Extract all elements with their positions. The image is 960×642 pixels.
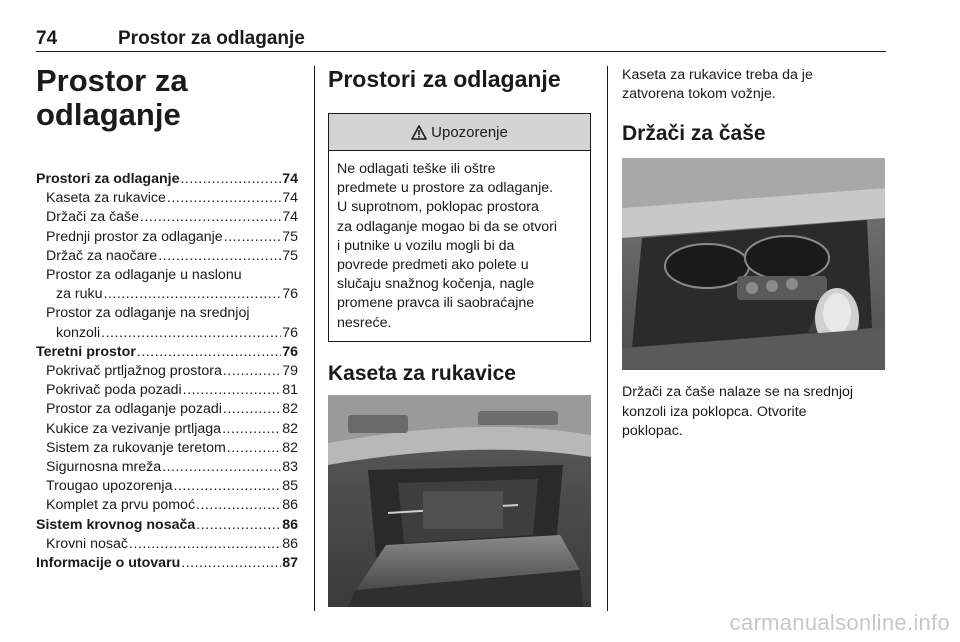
- toc-entry-page: 86: [282, 516, 298, 533]
- contents-column: [36, 64, 298, 573]
- toc-entry-page: 74: [282, 190, 298, 207]
- toc-entry-page: 87: [282, 555, 298, 572]
- toc-entry[interactable]: [36, 554, 298, 573]
- toc-entry[interactable]: [36, 535, 298, 554]
- toc-entry-title: konzoli: [56, 324, 101, 341]
- toc-leader-dots: [140, 208, 281, 227]
- text-line: konzoli iza poklopca. Otvorite: [622, 403, 807, 420]
- toc-entry-page: 76: [282, 286, 298, 303]
- toc-entry[interactable]: [36, 458, 298, 477]
- text-line: slučaju snažnog kočenja, nagle: [337, 276, 535, 293]
- warning-triangle-icon: [411, 125, 427, 140]
- toc-entry-page: 81: [282, 382, 298, 399]
- page-number: 74: [36, 28, 58, 49]
- toc-leader-dots: [196, 496, 281, 515]
- cupholders-text: [622, 383, 886, 441]
- toc-entry[interactable]: [36, 516, 298, 535]
- glovebox-photo: [328, 395, 591, 607]
- toc-leader-dots: [158, 247, 281, 266]
- glovebox-text: [622, 66, 886, 104]
- toc-entry-title: Kukice za vezivanje prtljaga: [46, 420, 222, 437]
- toc-leader-dots: [129, 535, 281, 554]
- toc-entry[interactable]: [36, 439, 298, 458]
- toc-leader-dots: [183, 381, 282, 400]
- toc-leader-dots: [181, 554, 281, 573]
- chapter-title: Prostor za odlaganje: [36, 63, 188, 132]
- toc-entry[interactable]: [36, 496, 298, 515]
- toc-leader-dots: [104, 285, 282, 304]
- toc-leader-dots: [222, 420, 281, 439]
- toc-leader-dots: [196, 516, 281, 535]
- header-rule: [36, 51, 886, 52]
- section-title: Prostori za odlaganje: [328, 66, 561, 92]
- text-line: za odlaganje mogao bi da se otvori: [337, 218, 558, 235]
- toc-entry-title: Sistem krovnog nosača: [36, 516, 196, 533]
- warning-header: [329, 114, 590, 151]
- toc-leader-dots: [223, 400, 281, 419]
- toc-entry-title: Držači za čaše: [46, 209, 140, 226]
- toc-entry-title: Prednji prostor za odlaganje: [46, 228, 223, 245]
- text-line: promene pravca ili saobraćajne: [337, 295, 535, 312]
- warning-box: [328, 113, 591, 342]
- toc-entry-title: Teretni prostor: [36, 343, 136, 360]
- toc-entry-title: Trougao upozorenja: [46, 478, 173, 495]
- toc-entry-title: Sistem za rukovanje teretom: [46, 439, 226, 456]
- middle-column: [328, 66, 592, 607]
- toc-entry-title: za ruku: [56, 286, 103, 303]
- toc-leader-dots: [227, 439, 281, 458]
- toc-entry-title: Prostor za odlaganje pozadi: [46, 401, 222, 418]
- toc-entry-title: Pokrivač poda pozadi: [46, 382, 182, 399]
- toc-entry-title: Komplet za prvu pomoć: [46, 497, 196, 514]
- right-column: [622, 66, 886, 441]
- toc-entry-page: 79: [282, 363, 298, 380]
- toc-leader-dots: [101, 324, 281, 343]
- toc-entry[interactable]: [36, 247, 298, 266]
- toc-entry-page: 86: [282, 497, 298, 514]
- toc-entry-title: Prostori za odlaganje: [36, 171, 180, 187]
- toc-entry[interactable]: [36, 285, 298, 304]
- toc-entry-page: 75: [282, 228, 298, 245]
- toc-entry-title-line: Prostor za odlaganje na srednjoj: [46, 305, 250, 322]
- toc-entry-title: Držač za naočare: [46, 247, 158, 264]
- toc-entry[interactable]: [36, 324, 298, 343]
- toc-entry-title: Krovni nosač: [46, 535, 129, 552]
- warning-text: [329, 151, 590, 341]
- toc-entry-title: Informacije o utovaru: [36, 555, 181, 572]
- toc-entry-page: 86: [282, 535, 298, 552]
- warning-heading: Upozorenje: [431, 123, 508, 141]
- toc-entry-page: 74: [282, 209, 298, 226]
- column-divider-2: [607, 66, 608, 611]
- toc-entry-page: 82: [282, 439, 298, 456]
- toc-entry[interactable]: [36, 362, 298, 381]
- text-line: zatvorena tokom vožnje.: [622, 86, 776, 103]
- text-line: predmete u prostore za odlaganje.: [337, 180, 554, 197]
- watermark: carmanualsonline.info: [729, 610, 950, 635]
- toc-entry-page: 76: [282, 324, 298, 341]
- text-line: Ne odlagati teške ili oštre: [337, 161, 496, 177]
- toc-entry[interactable]: [36, 400, 298, 419]
- toc-entry[interactable]: [36, 477, 298, 496]
- toc-entry-page: 76: [282, 343, 298, 360]
- toc-leader-dots: [167, 189, 281, 208]
- toc-entry-page: 83: [282, 459, 298, 476]
- text-line: U suprotnom, poklopac prostora: [337, 199, 539, 216]
- table-of-contents: [36, 170, 298, 573]
- toc-entry-title: Pokrivač prtljažnog prostora: [46, 363, 222, 380]
- toc-entry-page: 82: [282, 420, 298, 437]
- text-line: i putnike u vozilu mogli bi da: [337, 237, 515, 254]
- toc-leader-dots: [173, 477, 281, 496]
- text-line: Kaseta za rukavice treba da je: [622, 67, 813, 83]
- text-line: Držači za čaše nalaze se na srednjoj: [622, 384, 854, 401]
- toc-leader-dots: [137, 343, 281, 362]
- toc-entry-page: 85: [282, 478, 298, 495]
- glovebox-title: Kaseta za rukavice: [328, 361, 516, 385]
- running-title: Prostor za odlaganje: [118, 28, 305, 49]
- toc-entry[interactable]: [36, 189, 298, 208]
- toc-entry-title: Sigurnosna mreža: [46, 459, 162, 476]
- text-line: poklopac.: [622, 422, 683, 439]
- toc-entry-page: 82: [282, 401, 298, 418]
- toc-entry-title-line: Prostor za odlaganje u naslonu: [46, 267, 242, 284]
- text-line: povrede predmeti ako polete u: [337, 257, 529, 274]
- text-line: nesreće.: [337, 314, 392, 331]
- toc-entry[interactable]: [36, 170, 298, 189]
- cupholders-photo: [622, 158, 885, 370]
- toc-leader-dots: [180, 170, 281, 189]
- toc-leader-dots: [223, 362, 281, 381]
- toc-entry-title: Kaseta za rukavice: [46, 190, 166, 207]
- toc-entry-page: 75: [282, 247, 298, 264]
- toc-entry[interactable]: [36, 208, 298, 227]
- toc-leader-dots: [162, 458, 281, 477]
- toc-leader-dots: [224, 228, 282, 247]
- column-divider-1: [314, 66, 315, 611]
- toc-entry[interactable]: [36, 381, 298, 400]
- toc-entry-page: 74: [282, 171, 298, 187]
- toc-entry[interactable]: [36, 343, 298, 362]
- cupholders-title: Držači za čaše: [622, 122, 766, 146]
- toc-entry[interactable]: [36, 228, 298, 247]
- toc-entry[interactable]: [36, 420, 298, 439]
